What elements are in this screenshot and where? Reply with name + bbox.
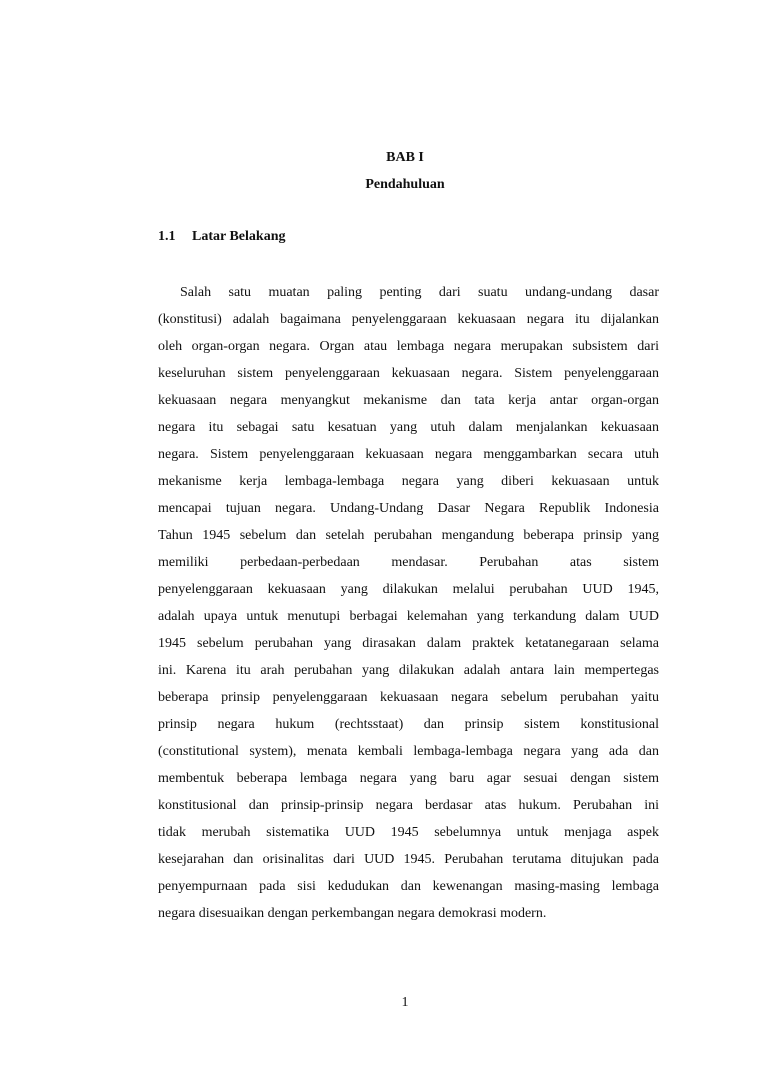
paragraph-line: keseluruhan sistem penyelenggaraan kekuasaan negara. Sistem penyelenggaraan: [158, 366, 659, 381]
paragraph-line: memiliki perbedaan-perbedaan mendasar. Perubahan atas sistem: [158, 555, 659, 570]
paragraph-line: ini. Karena itu arah perubahan yang dilakukan adalah antara lain mempertegas: [158, 663, 659, 678]
paragraph-line: (constitutional system), menata kembali lembaga-lembaga negara yang ada dan: [158, 744, 659, 759]
paragraph-line: tidak merubah sistematika UUD 1945 sebelumnya untuk menjaga aspek: [158, 825, 659, 840]
section-number: 1.1: [158, 229, 176, 244]
paragraph-line: penyelenggaraan kekuasaan yang dilakukan melalui perubahan UUD 1945,: [158, 582, 659, 597]
paragraph-line: Tahun 1945 sebelum dan setelah perubahan mengandung beberapa prinsip yang: [158, 528, 659, 543]
paragraph-line: oleh organ-organ negara. Organ atau lembaga negara merupakan subsistem dari: [158, 339, 659, 354]
paragraph-line: mekanisme kerja lembaga-lembaga negara yang diberi kekuasaan untuk: [158, 474, 659, 489]
paragraph-line: prinsip negara hukum (rechtsstaat) dan prinsip sistem konstitusional: [158, 717, 659, 732]
paragraph-line: kekuasaan negara menyangkut mekanisme dan tata kerja antar organ-organ: [158, 393, 659, 408]
paragraph-line: penyempurnaan pada sisi kedudukan dan kewenangan masing-masing lembaga: [158, 879, 659, 894]
paragraph-line: Salah satu muatan paling penting dari suatu undang-undang dasar: [180, 285, 659, 300]
page-number: 1: [401, 995, 409, 1010]
section-heading: [158, 229, 285, 245]
paragraph-line: beberapa prinsip penyelenggaraan kekuasaan negara sebelum perubahan yaitu: [158, 690, 659, 705]
paragraph-line: adalah upaya untuk menutupi berbagai kelemahan yang terkandung dalam UUD: [158, 609, 659, 624]
paragraph-line: negara itu sebagai satu kesatuan yang utuh dalam menjalankan kekuasaan: [158, 420, 659, 435]
chapter-title: BAB I: [386, 150, 424, 165]
paragraph-line: negara disesuaikan dengan perkembangan negara demokrasi modern.: [158, 906, 547, 921]
paragraph-line: mencapai tujuan negara. Undang-Undang Dasar Negara Republik Indonesia: [158, 501, 659, 516]
section-title: Latar Belakang: [192, 229, 286, 244]
chapter-subtitle: Pendahuluan: [365, 177, 445, 192]
paragraph-line: 1945 sebelum perubahan yang dirasakan dalam praktek ketatanegaraan selama: [158, 636, 659, 651]
paragraph-line: negara. Sistem penyelenggaraan kekuasaan negara menggambarkan secara utuh: [158, 447, 659, 462]
body-paragraph: [158, 279, 659, 927]
paragraph-line: kesejarahan dan orisinalitas dari UUD 1945. Perubahan terutama ditujukan pada: [158, 852, 659, 867]
paragraph-line: membentuk beberapa lembaga negara yang baru agar sesuai dengan sistem: [158, 771, 659, 786]
paragraph-line: konstitusional dan prinsip-prinsip negara berdasar atas hukum. Perubahan ini: [158, 798, 659, 813]
paragraph-line: (konstitusi) adalah bagaimana penyelenggaraan kekuasaan negara itu dijalankan: [158, 312, 659, 327]
